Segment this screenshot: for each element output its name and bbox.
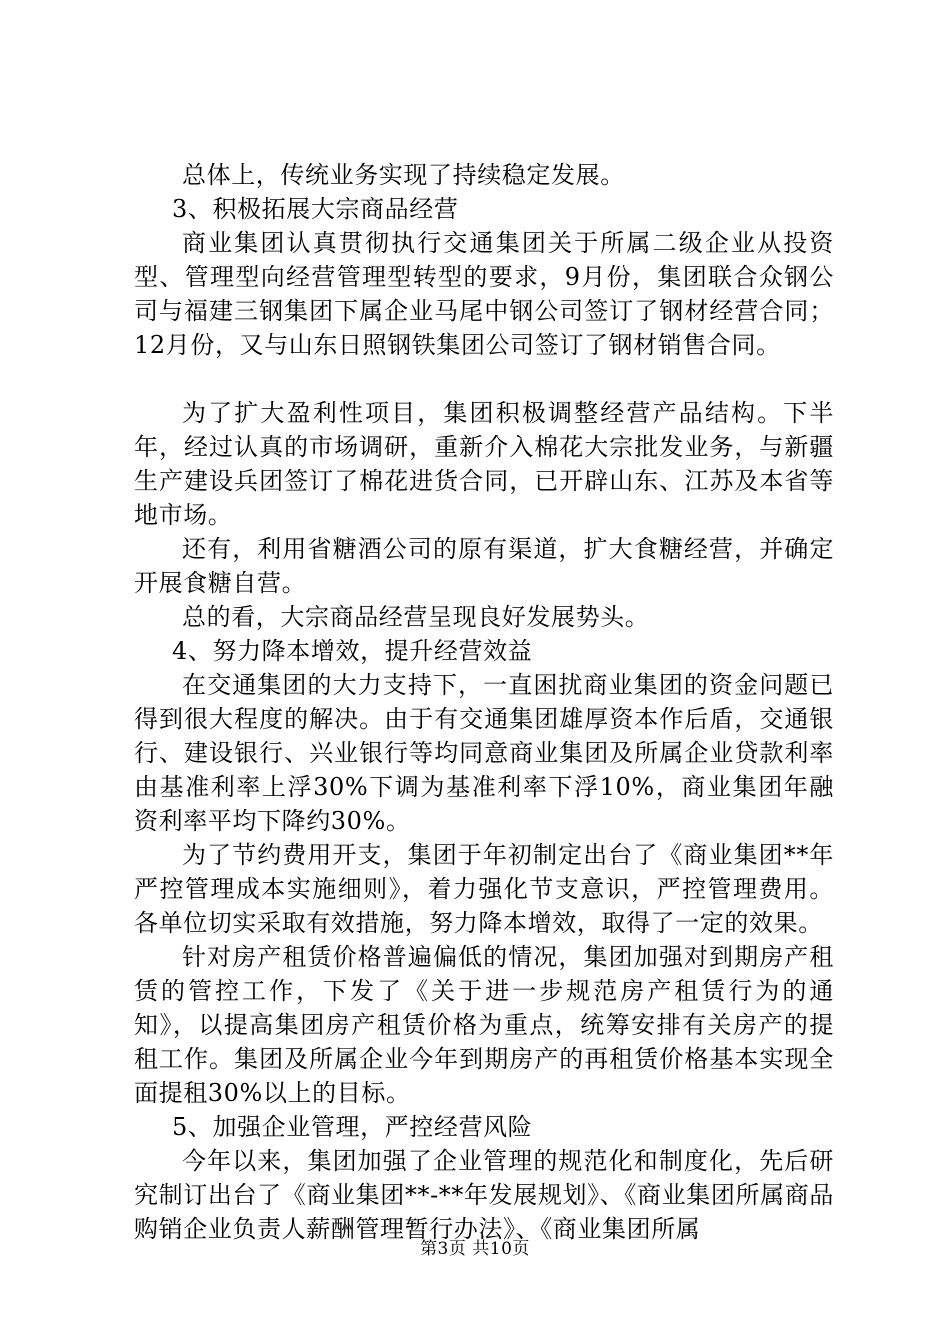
paragraph: 为了节约费用开支，集团于年初制定出台了《商业集团**年严控管理成本实施细则》，着力强化节支意识，严控管理费用。各单位切实采取有效措施，努力降本增效，取得了一定的效果。	[134, 841, 834, 937]
section-heading: 4、努力降本增效，提升经营效益	[172, 637, 533, 665]
paragraph: 总的看，大宗商品经营呈现良好发展势头。	[182, 603, 650, 631]
section-heading: 5、加强企业管理，严控经营风险	[172, 1113, 533, 1141]
paragraph: 针对房产租赁价格普遍偏低的情况，集团加强对到期房产租赁的管控工作，下发了《关于进一步规范房产租赁行为的通知》，以提高集团房产租赁价格为重点，统筹安排有关房产的提租工作。集团及所属企业今年到期房产的再租赁价格基本实现全面提租30%以上的目标。	[134, 943, 834, 1107]
section-heading: 3、积极拓展大宗商品经营	[172, 195, 459, 223]
paragraph: 为了扩大盈利性项目，集团积极调整经营产品结构。下半年，经过认真的市场调研，重新介入棉花大宗批发业务，与新疆生产建设兵团签订了棉花进货合同，已开辟山东、江苏及本省等地市场。	[134, 399, 834, 529]
paragraph: 在交通集团的大力支持下，一直困扰商业集团的资金问题已得到很大程度的解决。由于有交通集团雄厚资本作后盾，交通银行、建设银行、兴业银行等均同意商业集团及所属企业贷款利率由基准利率上浮30%下调为基准利率下浮10%，商业集团年融资利率平均下降约30%。	[134, 671, 834, 835]
document-body	[134, 158, 834, 1246]
paragraph: 总体上，传统业务实现了持续稳定发展。	[182, 161, 625, 189]
paragraph: 商业集团认真贯彻执行交通集团关于所属二级企业从投资型、管理型向经营管理型转型的要求，9月份，集团联合众钢公司与福建三钢集团下属企业马尾中钢公司签订了钢材经营合同；12月份，又与山东日照钢铁集团公司签订了钢材销售合同。	[134, 229, 834, 359]
page-number: 第3页 共10页	[420, 1239, 530, 1259]
blank-line	[134, 362, 834, 396]
paragraph: 今年以来，集团加强了企业管理的规范化和制度化，先后研究制订出台了《商业集团**-**年发展规划》、《商业集团所属商品购销企业负责人薪酬管理暂行办法》、《商业集团所属	[134, 1147, 834, 1243]
paragraph: 还有，利用省糖酒公司的原有渠道，扩大食糖经营，并确定开展食糖自营。	[134, 535, 834, 597]
